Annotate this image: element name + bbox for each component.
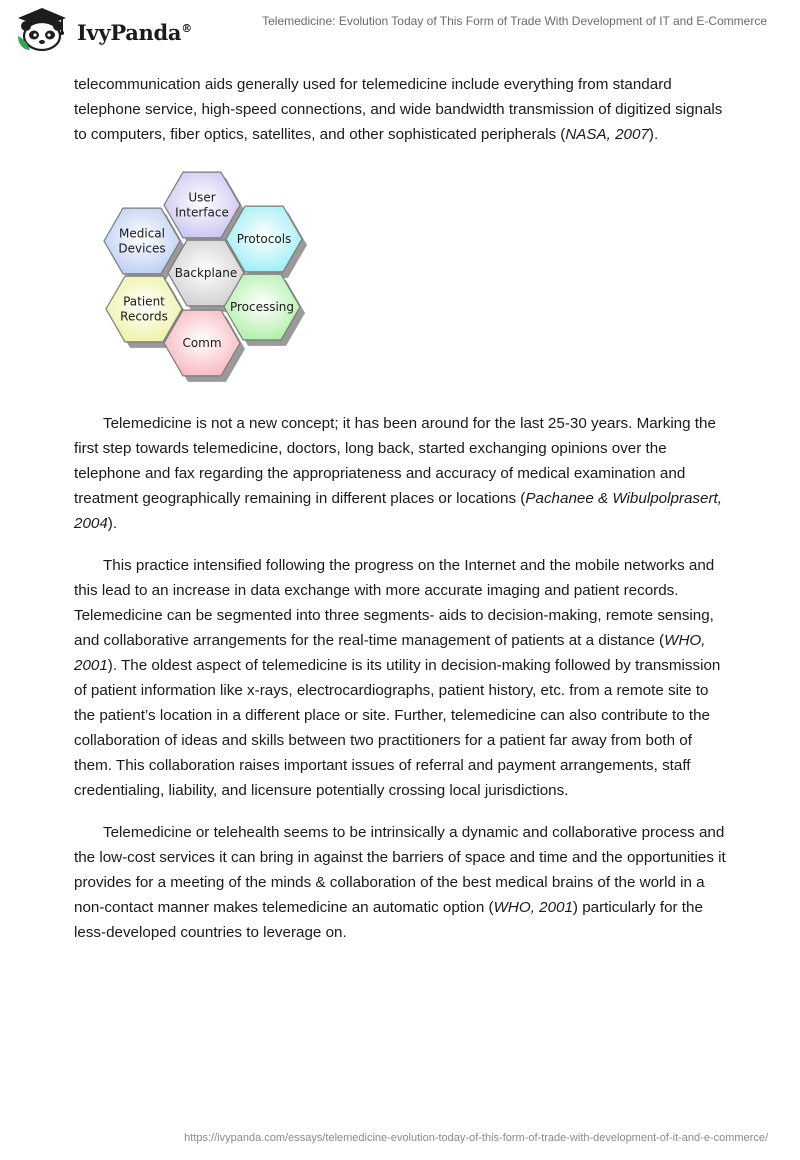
article-body xyxy=(74,72,726,962)
logo-wordmark: IvyPanda® xyxy=(77,20,192,45)
hexagon-label-patient-records: Records xyxy=(120,309,168,324)
document-title: Telemedicine: Evolution Today of This Form of Trade With Development of IT and E-Commerce xyxy=(262,14,767,28)
paragraph: Telemedicine is not a new concept; it has been around for the last 25-30 years. Marking the first step towards telemedicine, doctors, long back, started exchanging opinions over the telephone and fax regarding the appropriateness and accuracy of medical examination and treatment geographically remaining in different places or locations (Pachanee & Wibulpolprasert, 2004). xyxy=(74,415,722,532)
hexagon-label-patient-records: Patient xyxy=(123,294,165,309)
ivypanda-logo[interactable] xyxy=(14,6,214,56)
hexagon-label-protocols: Protocols xyxy=(236,232,292,246)
paragraph: telecommunication aids generally used for telemedicine include everything from standard telephone service, high-speed connections, and wide bandwidth transmission of digitized signals to computers, fiber optics, satellites, and other sophisticated peripherals (NASA, 2007). xyxy=(74,76,723,143)
hexagon-label-medical-devices: Devices xyxy=(118,241,166,256)
telemedicine-components-diagram xyxy=(96,165,336,389)
hexagon-label-user-interface: Interface xyxy=(175,205,229,220)
hexagon-label-user-interface: User xyxy=(188,190,216,205)
page-header xyxy=(0,0,800,60)
hexagon-label-comm: Comm xyxy=(182,336,222,350)
panda-grad-cap-icon xyxy=(14,6,74,52)
paragraph: Telemedicine or telehealth seems to be intrinsically a dynamic and collaborative process and the low-cost services it can bring in against the barriers of space and time and the opportunities it provides for a meeting of the minds & collaboration of the best medical brains of the world in a non-contact manner makes telemedicine an automatic option (WHO, 2001) particularly for the less-developed countries to leverage on. xyxy=(74,824,726,941)
paragraph: This practice intensified following the progress on the Internet and the mobile networks and this lead to an increase in data exchange with more accurate imaging and patient records. Telemedicine can be segmented into three segments- aids to decision-making, remote sensing, and collaborative arrangements for the real-time management of patients at a distance (WHO, 2001). The oldest aspect of telemedicine is its utility in decision-making followed by transmission of patient information like x-rays, electrocardiographs, patient history, etc. from a remote site to the patient’s location in a different place or site. Further, telemedicine can also contribute to the collaboration of ideas and skills between two practitioners for a patient far away from both of them. This collaboration raises important issues of referral and payment arrangements, staff credentialing, liability, and licensure potentially crossing local jurisdictions. xyxy=(74,557,721,799)
hexagon-label-backplane: Backplane xyxy=(174,266,238,280)
hexagon-label-processing: Processing xyxy=(229,300,295,314)
hexagon-label-medical-devices: Medical xyxy=(119,226,165,241)
source-url-link[interactable]: https://ivypanda.com/essays/telemedicine-evolution-today-of-this-form-of-trade-with-development-of-it-and-e-commerce/ xyxy=(184,1132,768,1144)
